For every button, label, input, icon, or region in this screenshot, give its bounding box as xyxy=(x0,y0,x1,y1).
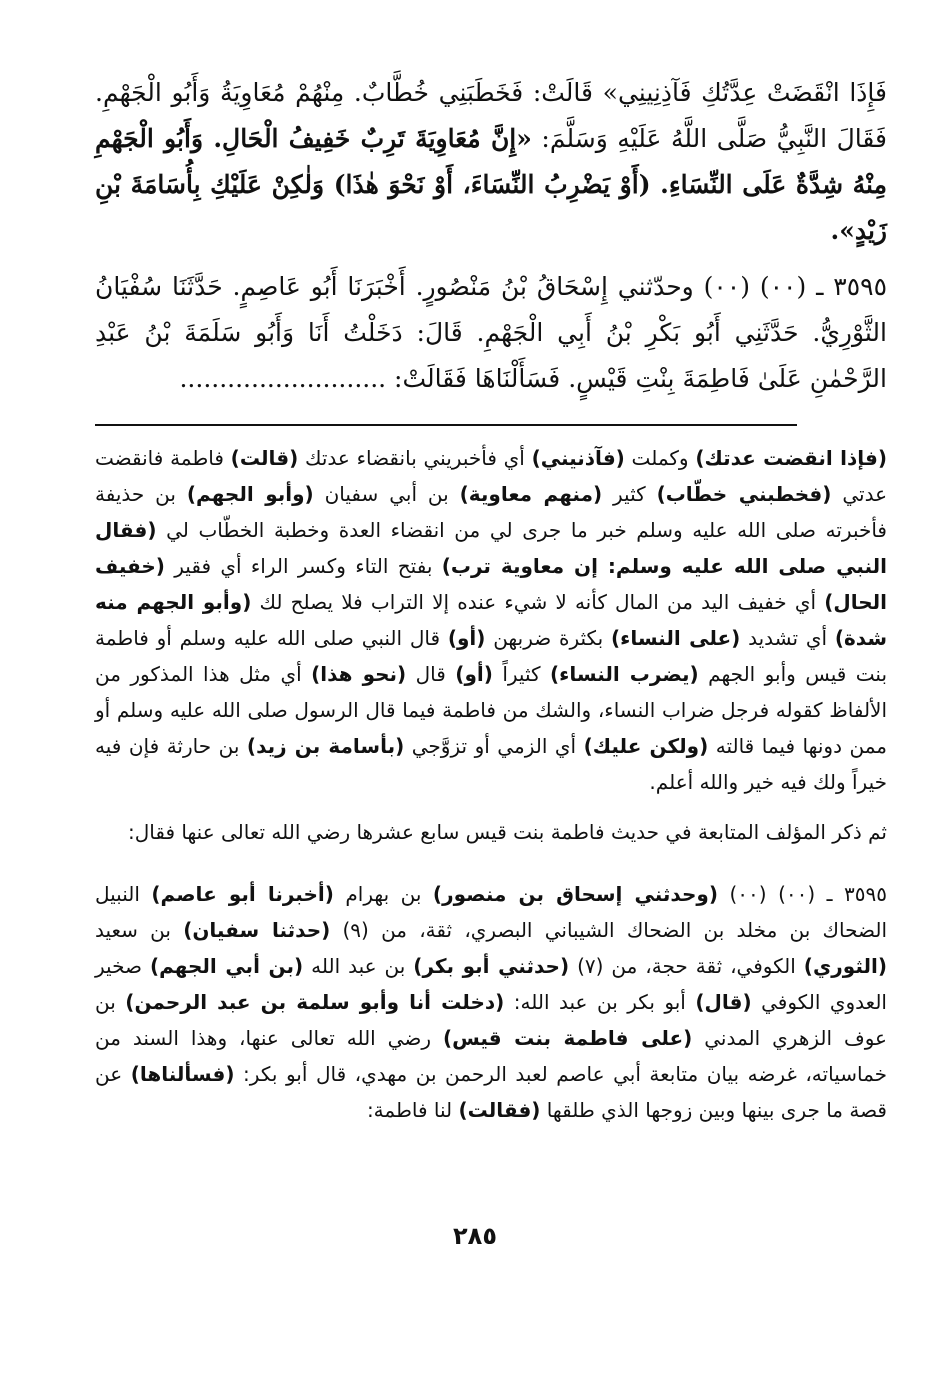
hadith-isnad: ٣٥٩٥ ـ (٠٠) (٠٠) وحدّثني إِسْحَاقُ بْنُ مَنْصُورٍ. أَخْبَرَنَا أَبُو عَاصِمٍ. حَدَّثَنَا سُفْيَانُ الثَّوْرِيُّ. حَدَّثَنِي أَبُو بَكْرِ بْنُ أَبِي الْجَهْمِ. قَالَ: دَخَلْتُ أَنَا وَأَبُو سَلَمَةَ بْنُ عَبْدِ الرَّحْمٰنِ عَلَىٰ فَاطِمَةَ بِنْتِ قَيْسٍ. فَسَأَلْنَاهَا فَقَالَتْ: .......................... xyxy=(95,272,887,393)
commentary-text: بن سعيد xyxy=(95,918,184,942)
quoted-phrase: (حدثني أبو بكر) xyxy=(413,954,570,978)
quoted-phrase: (على النساء) xyxy=(610,626,741,650)
commentary-text: بن أبي سفيان xyxy=(313,482,460,506)
quoted-phrase: (أو) xyxy=(455,662,493,686)
quoted-phrase: (خفيف الحال) xyxy=(95,554,887,614)
commentary-text: أي خفيف اليد من المال كأنه لا شيء عنده إلا التراب فلا يصلح لك xyxy=(251,590,825,614)
footnote-divider xyxy=(95,424,797,426)
commentary-text: بن عوف الزهري المدني xyxy=(95,990,887,1050)
quoted-phrase: (نحو هذا) xyxy=(311,662,407,686)
commentary-text: فاطمة فانقضت عدتي xyxy=(95,446,887,506)
commentary-text: أبو بكر بن عبد الله: xyxy=(504,990,696,1014)
quoted-phrase: (فسألناها) xyxy=(130,1062,235,1086)
commentary-text: كثيراً xyxy=(492,662,550,686)
commentary-text: بن حارثة فإن فيه خيراً ولك فيه خير والله أعلم. xyxy=(95,734,887,794)
quoted-phrase: (وأبو الجهم منه شدة) xyxy=(95,590,888,650)
commentary-text: رضي الله تعالى عنها، وهذا السند من خماسياته، غرضه بيان متابعة أبي عاصم لعبد الرحمن بن مهدي، قال أبو بكر: xyxy=(95,1026,888,1086)
quoted-phrase: (على فاطمة بنت قيس) xyxy=(442,1026,693,1050)
commentary-text: أي فأخبريني بانقضاء عدتك xyxy=(298,446,532,470)
book-page xyxy=(95,70,887,1370)
commentary-text: كثير xyxy=(602,482,657,506)
quoted-phrase: (وأبو الجهم) xyxy=(186,482,314,506)
commentary-text: أي تشديد xyxy=(740,626,835,650)
commentary-text: ٣٥٩٥ ـ (٠٠) (٠٠) xyxy=(717,882,887,906)
hadith-quote: «إِنَّ مُعَاوِيَةَ تَرِبٌ خَفِيفُ الْحَالِ. وَأَبُو الْجَهْمِ مِنْهُ شِدَّةٌ عَلَى النِّسَاءِ. (أَوْ يَضْرِبُ النِّسَاءَ، أَوْ نَحْوَ هٰذَا) وَلٰكِنْ عَلَيْكِ بِأُسَامَةَ بْنِ زَيْدٍ». xyxy=(95,124,887,245)
quoted-phrase: (فإذا انقضت عدتك) xyxy=(695,446,888,470)
commentary-text: وكملت xyxy=(624,446,696,470)
commentary-transition: ثم ذكر المؤلف المتابعة في حديث فاطمة بنت قيس سابع عشرها رضي الله تعالى عنها فقال: xyxy=(127,820,887,844)
quoted-phrase: (فقال النبي صلى الله عليه وسلم: إن معاوية ترب) xyxy=(95,518,887,578)
paragraph-gap xyxy=(95,254,887,264)
commentary-text: بفتح التاء وكسر الراء أي فقير xyxy=(164,554,442,578)
commentary-text: قال xyxy=(406,662,456,686)
commentary-text: النبيل الضحاك بن مخلد بن الضحاك الشيباني البصري، ثقة، من (٩) xyxy=(95,882,887,942)
quoted-phrase: (يضرب النساء) xyxy=(549,662,699,686)
hadith-text xyxy=(95,70,887,402)
quoted-phrase: (قالت) xyxy=(230,446,299,470)
commentary-text: عن قصة ما جرى بينها وبين زوجها الذي طلقها xyxy=(95,1062,887,1122)
commentary-text: بكثرة ضربهن xyxy=(485,626,611,650)
commentary-text: أي الزمي أو تزوَّجي xyxy=(404,734,584,758)
commentary-text: بن بهرام xyxy=(333,882,433,906)
quoted-phrase: (فآذنيني) xyxy=(531,446,625,470)
commentary xyxy=(95,440,887,1128)
commentary-paragraph xyxy=(95,440,887,800)
quoted-phrase: (فخطبني خطّاب) xyxy=(656,482,832,506)
quoted-phrase: (حدثنا سفيان) xyxy=(183,918,331,942)
commentary-text: بن عبد الله xyxy=(303,954,414,978)
quoted-phrase: (دخلت أنا وأبو سلمة بن عبد الرحمن) xyxy=(125,990,505,1014)
quoted-phrase: (فقالت) xyxy=(458,1098,541,1122)
quoted-phrase: (بأسامة بن زيد) xyxy=(246,734,405,758)
commentary-text: أي مثل هذا المذكور من الألفاظ كقوله فرجل ضراب النساء، والشك من فاطمة فيما قال الرسول صلى الله عليه وسلم أو ممن دونها فيما قالته xyxy=(95,662,887,758)
page-number: ٢٨٥ xyxy=(453,1222,497,1250)
quoted-phrase: (قال) xyxy=(695,990,752,1014)
quoted-phrase: (ولكن عليك) xyxy=(583,734,709,758)
commentary-text: لنا فاطمة: xyxy=(366,1098,459,1122)
quoted-phrase: (بن أبي الجهم) xyxy=(149,954,304,978)
quoted-phrase: (وحدثني إسحاق بن منصور) xyxy=(432,882,718,906)
commentary-text: قال النبي صلى الله عليه وسلم أو فاطمة بنت قيس وأبو الجهم xyxy=(95,626,888,686)
hadith-segment: فَإِذَا انْقَضَتْ عِدَّتُكِ فَآذِنِينِي» قَالَتْ: فَخَطَبَنِي خُطَّابٌ. مِنْهُمْ مُعَاوِيَةُ وَأَبُو الْجَهْمِ. فَقَالَ النَّبِيُّ صَلَّى اللَّهُ عَلَيْهِ وَسَلَّمَ: xyxy=(95,78,887,153)
commentary-text: صخير العدوي الكوفي xyxy=(95,954,887,1014)
quoted-phrase: (منهم معاوية) xyxy=(459,482,603,506)
commentary-paragraph xyxy=(95,876,887,1128)
quoted-phrase: (الثوري) xyxy=(803,954,887,978)
commentary-text: بن حذيفة فأخبرته صلى الله عليه وسلم خبر ما جرى لي من انقضاء العدة وخطبة الخطّاب لي xyxy=(95,482,887,542)
hadith-paragraph xyxy=(95,70,887,254)
commentary-text: الكوفي، ثقة حجة، من (٧) xyxy=(569,954,804,978)
quoted-phrase: (أو) xyxy=(447,626,486,650)
quoted-phrase: (أخبرنا أبو عاصم) xyxy=(151,882,334,906)
hadith-paragraph xyxy=(95,264,887,402)
